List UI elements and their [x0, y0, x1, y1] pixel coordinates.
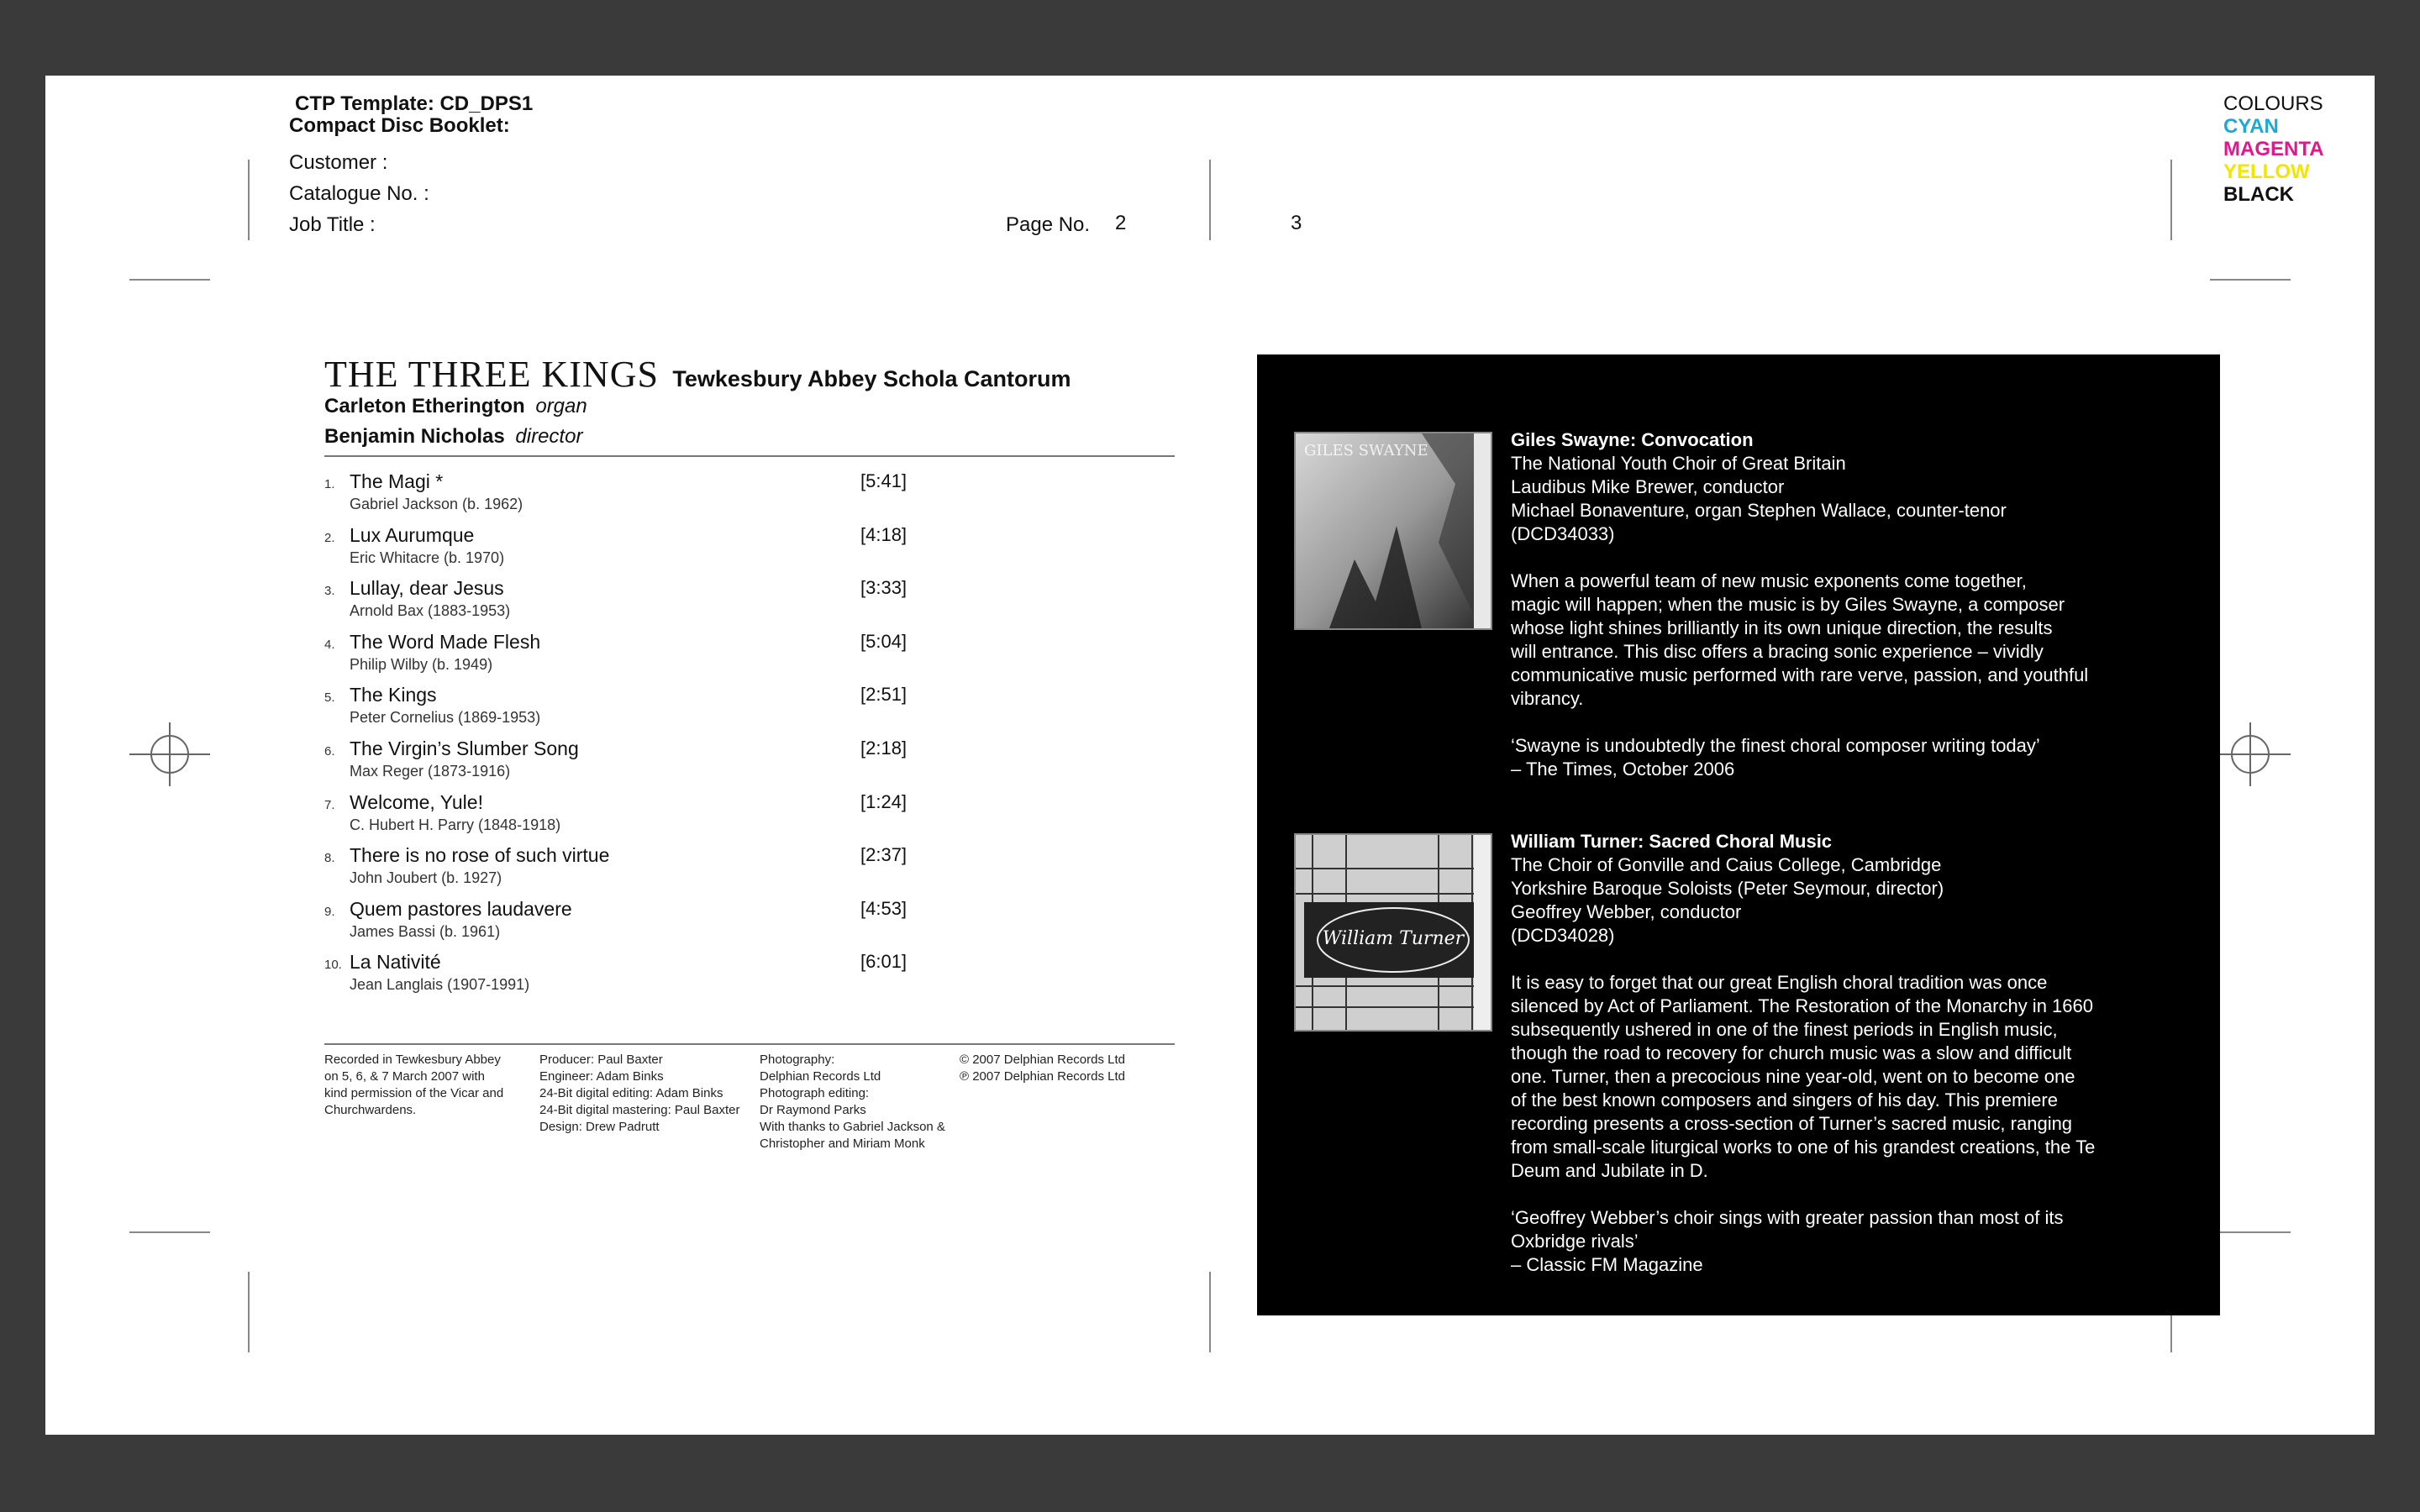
colour-cyan: CYAN: [2223, 115, 2279, 138]
track-duration: [5:41]: [860, 470, 908, 491]
track-row: [324, 631, 963, 685]
track-title: Lux Aurumque: [350, 523, 475, 546]
track-duration: [2:37]: [860, 844, 908, 866]
footer-line: 24-Bit digital editing: Adam Binks: [539, 1086, 723, 1100]
track-row: [324, 844, 963, 898]
track-list: [324, 470, 963, 1075]
footer-line: ℗ 2007 Delphian Records Ltd: [960, 1069, 1126, 1084]
footer-line: 24-Bit digital mastering: Paul Baxter: [539, 1103, 740, 1117]
crop-mark: [1209, 1272, 1211, 1352]
crop-mark: [1209, 160, 1211, 240]
footer-line: Recorded in Tewkesbury Abbey: [324, 1053, 501, 1067]
track-number: 4.: [324, 637, 335, 652]
footer-rule: [324, 1043, 1175, 1045]
release-description: recording presents a cross-section of Turner’s sacred music, ranging: [1511, 1113, 2073, 1134]
release-credit: Michael Bonaventure, organ Stephen Wallace, counter-tenor: [1511, 500, 2007, 521]
track-duration: [3:33]: [860, 577, 908, 599]
footer-line: Churchwardens.: [324, 1103, 417, 1117]
footer-line: Engineer: Adam Binks: [539, 1069, 664, 1084]
credit-role: organ: [535, 395, 587, 417]
svg-text:William Turner: William Turner: [1322, 928, 1465, 949]
colour-key-title: COLOURS: [2223, 92, 2323, 115]
catalogue-label: Catalogue No. :: [289, 182, 429, 205]
release-description: of the best known composers and singers of his day. This premiere: [1511, 1089, 2058, 1110]
header-rule: [324, 455, 1175, 457]
release-description: magic will happen; when the music is by Giles Swayne, a composer: [1511, 594, 2065, 615]
crop-mark: [2210, 279, 2291, 281]
track-composer: Max Reger (1873-1916): [350, 763, 511, 780]
release-description: whose light shines brilliantly in its own unique direction, the results: [1511, 617, 2053, 638]
track-title: La Nativité: [350, 951, 441, 974]
track-duration: [1:24]: [860, 790, 908, 812]
footer-line: Dr Raymond Parks: [760, 1103, 866, 1117]
release-description: silenced by Act of Parliament. The Restoration of the Monarchy in 1660: [1511, 995, 2093, 1016]
track-row: [324, 524, 963, 578]
track-number: 9.: [324, 904, 335, 919]
booklet-sheet: [45, 76, 2375, 1435]
colour-key: [2223, 92, 2324, 206]
page-no-label: Page No.: [1006, 213, 1091, 236]
footer-line: Photograph editing:: [760, 1086, 870, 1100]
album-title: THE THREE KINGS: [324, 354, 659, 395]
release-convocation: [1511, 428, 2088, 781]
album-cover-william-turner: [1294, 833, 1492, 1032]
colour-magenta: MAGENTA: [2223, 138, 2324, 160]
release-title: Giles Swayne: Convocation: [1511, 429, 1754, 450]
colour-black: BLACK: [2223, 183, 2294, 206]
release-credit: The Choir of Gonville and Caius College, Cambridge: [1511, 854, 1942, 875]
track-row: [324, 738, 963, 791]
footer-line: Design: Drew Padrutt: [539, 1120, 660, 1134]
track-composer: Jean Langlais (1907-1991): [350, 976, 530, 994]
track-composer: Peter Cornelius (1869-1953): [350, 709, 541, 727]
track-title: The Virgin’s Slumber Song: [350, 738, 579, 759]
footer-recording: [324, 1052, 503, 1119]
release-credit: The National Youth Choir of Great Britain: [1511, 453, 1846, 474]
release-description: communicative music performed with rare verve, passion, and youthful: [1511, 664, 2089, 685]
track-title: The Word Made Flesh: [350, 630, 541, 653]
credit-name: Carleton Etherington: [324, 395, 525, 417]
footer-line: With thanks to Gabriel Jackson &: [760, 1120, 945, 1134]
footer-line: Photography:: [760, 1053, 835, 1067]
track-number: 8.: [324, 851, 335, 866]
footer-line: Christopher and Miriam Monk: [760, 1137, 925, 1151]
customer-label: Customer :: [289, 151, 388, 174]
track-title: The Kings: [350, 684, 437, 706]
track-title: There is no rose of such virtue: [350, 844, 610, 867]
footer-line: on 5, 6, & 7 March 2007 with: [324, 1069, 485, 1084]
track-duration: [5:04]: [860, 630, 908, 652]
track-row: [324, 898, 963, 952]
track-composer: John Joubert (b. 1927): [350, 869, 502, 887]
release-credit: (DCD34033): [1511, 523, 1615, 544]
release-quote: – Classic FM Magazine: [1511, 1254, 1703, 1275]
track-number: 5.: [324, 690, 335, 706]
release-description: When a powerful team of new music exponents come together,: [1511, 570, 2027, 591]
track-duration: [6:01]: [860, 951, 908, 973]
crop-mark: [2210, 1231, 2291, 1233]
track-duration: [4:18]: [860, 523, 908, 545]
svg-text:GILES SWAYNE: GILES SWAYNE: [1304, 442, 1428, 459]
track-duration: [2:51]: [860, 684, 908, 706]
footer-production: [539, 1052, 739, 1136]
credit-role: director: [515, 425, 583, 448]
track-composer: James Bassi (b. 1961): [350, 922, 501, 940]
footer-line: © 2007 Delphian Records Ltd: [960, 1053, 1126, 1067]
release-description: though the road to recovery for church music was a slow and difficult: [1511, 1042, 2072, 1063]
release-william-turner: [1511, 830, 2095, 1277]
track-row: [324, 470, 963, 524]
release-description: vibrancy.: [1511, 688, 1584, 709]
release-quote: ‘Swayne is undoubtedly the finest choral composer writing today’: [1511, 735, 2040, 756]
crop-mark: [129, 279, 210, 281]
track-number: 7.: [324, 797, 335, 812]
track-number: 1.: [324, 477, 335, 491]
release-description: one. Turner, then a precocious nine year-old, went on to become one: [1511, 1066, 2075, 1087]
crop-mark: [2170, 160, 2172, 240]
crop-mark: [129, 1231, 210, 1233]
track-title: The Magi *: [350, 470, 444, 492]
crop-mark: [248, 160, 250, 240]
crop-mark: [248, 1272, 250, 1352]
release-description: from small-scale liturgical works to one of his grandest creations, the Te: [1511, 1137, 2096, 1158]
related-releases-panel: [1257, 354, 2220, 1315]
track-row: [324, 684, 963, 738]
footer-line: Delphian Records Ltd: [760, 1069, 881, 1084]
track-row: [324, 951, 963, 1005]
release-description: It is easy to forget that our great English choral tradition was once: [1511, 972, 2048, 993]
track-title: Quem pastores laudavere: [350, 897, 572, 920]
footer-line: Producer: Paul Baxter: [539, 1053, 663, 1067]
page-number-right: 3: [1291, 212, 1302, 234]
release-credit: Yorkshire Baroque Soloists (Peter Seymour, director): [1511, 878, 1944, 899]
track-duration: [4:53]: [860, 897, 908, 919]
release-credit: (DCD34028): [1511, 925, 1615, 946]
track-row: [324, 577, 963, 631]
track-number: 3.: [324, 584, 335, 599]
track-title: Welcome, Yule!: [350, 790, 483, 813]
footer-copyright: [960, 1052, 1125, 1085]
release-credit: Laudibus Mike Brewer, conductor: [1511, 476, 1785, 497]
track-number: 2.: [324, 530, 335, 545]
ensemble-name: Tewkesbury Abbey Schola Cantorum: [672, 366, 1071, 391]
track-composer: Gabriel Jackson (b. 1962): [350, 496, 523, 512]
release-title: William Turner: Sacred Choral Music: [1511, 831, 1833, 852]
template-label: CTP Template: CD_DPS1: [295, 92, 534, 115]
release-quote: ‘Geoffrey Webber’s choir sings with greater passion than most of its: [1511, 1207, 2064, 1228]
footer-photography: [760, 1052, 945, 1152]
job-title-label: Job Title :: [289, 213, 376, 236]
release-description: Deum and Jubilate in D.: [1511, 1160, 1708, 1181]
track-row: [324, 791, 963, 845]
album-cover-convocation: [1294, 432, 1492, 630]
release-credit: Geoffrey Webber, conductor: [1511, 901, 1742, 922]
track-composer: C. Hubert H. Parry (1848-1918): [350, 816, 561, 833]
release-description: subsequently ushered in one of the finest periods in English music,: [1511, 1019, 2058, 1040]
registration-mark-right: [2210, 714, 2291, 795]
registration-mark-left: [129, 714, 210, 795]
page-number-left: 2: [1115, 212, 1127, 234]
track-number: 6.: [324, 744, 335, 759]
track-duration: [2:18]: [860, 738, 908, 759]
credit-director: [324, 425, 582, 449]
release-description: will entrance. This disc offers a bracing sonic experience – vividly: [1511, 641, 2044, 662]
album-header: [324, 353, 1223, 396]
booklet-label: Compact Disc Booklet:: [289, 114, 510, 137]
footer-line: kind permission of the Vicar and: [324, 1086, 504, 1100]
credit-name: Benjamin Nicholas: [324, 425, 505, 448]
track-composer: Arnold Bax (1883-1953): [350, 602, 511, 620]
track-title: Lullay, dear Jesus: [350, 577, 504, 600]
track-composer: Philip Wilby (b. 1949): [350, 655, 493, 673]
credit-organist: [324, 395, 587, 418]
track-number: 10.: [324, 958, 342, 973]
release-quote: – The Times, October 2006: [1511, 759, 1735, 780]
track-composer: Eric Whitacre (b. 1970): [350, 549, 505, 566]
colour-yellow: YELLOW: [2223, 160, 2310, 183]
release-quote: Oxbridge rivals’: [1511, 1231, 1639, 1252]
